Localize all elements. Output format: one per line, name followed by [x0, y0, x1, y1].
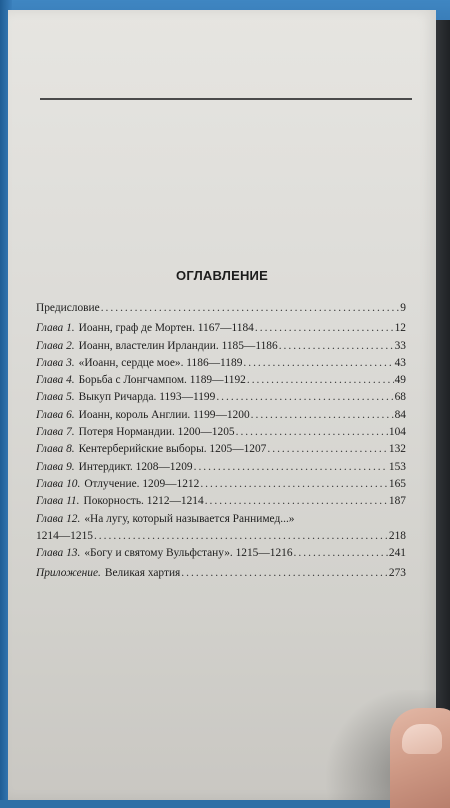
toc-chapter-label: Глава 3. [36, 356, 75, 369]
toc-page-number: 218 [388, 529, 406, 542]
toc-entry-chapter-5 [36, 391, 406, 408]
toc-page-number: 241 [388, 547, 406, 560]
toc-entry-text: Покорность. 1212—1214 [83, 495, 204, 508]
toc-entry-text: Потеря Нормандии. 1200—1205 [78, 426, 235, 439]
toc-entry-chapter-1 [36, 322, 406, 339]
thumbnail-highlight [402, 724, 442, 754]
toc-page-number: 187 [388, 495, 406, 508]
toc-chapter-label: Глава 11. [36, 495, 80, 508]
toc-page-number: 84 [394, 408, 406, 421]
toc-chapter-label: Глава 12. [36, 512, 81, 525]
toc-entry-chapter-12 [36, 513, 406, 530]
toc-page-number: 33 [394, 339, 406, 352]
toc-entry-chapter-11 [36, 495, 406, 512]
toc-chapter-label: Глава 9. [36, 460, 75, 473]
toc-chapter-label: Глава 4. [36, 374, 75, 387]
toc-entry-chapter-12-continued [36, 530, 406, 547]
toc-entry-text: «На лугу, который называется Раннимед...» [84, 512, 295, 525]
toc-entry-chapter-10 [36, 478, 406, 495]
toc-page-number: 12 [394, 322, 406, 335]
toc-page-number: 273 [388, 567, 406, 580]
toc-entry-chapter-13 [36, 547, 406, 564]
toc-page-number: 49 [394, 374, 406, 387]
toc-leader-dots [247, 374, 394, 386]
toc-entry-text: «Иоанн, сердце мое». 1186—1189 [78, 356, 243, 369]
toc-leader-dots [267, 443, 388, 455]
toc-entry-text: Выкуп Ричарда. 1193—1199 [78, 391, 216, 404]
toc-entry-text: Предисловие [36, 302, 100, 314]
toc-page-number: 104 [388, 426, 406, 439]
toc-entry-chapter-3 [36, 357, 406, 374]
toc-appendix-label: Приложение. [36, 567, 101, 580]
toc-entry-text: «Богу и святому Вульфстану». 1215—1216 [84, 547, 293, 560]
toc-entry-text: Борьба с Лонгчампом. 1189—1192 [78, 374, 246, 387]
toc-leader-dots [205, 495, 388, 507]
toc-page-number: 165 [388, 477, 406, 490]
toc-leader-dots [181, 567, 388, 579]
toc-leader-dots [294, 547, 388, 559]
toc-leader-dots [251, 409, 394, 421]
toc-entry-text: Интердикт. 1208—1209 [78, 460, 193, 473]
toc-entry-text: Иоанн, граф де Мортен. 1167—1184 [78, 322, 254, 335]
toc-entry-text: Кентерберийские выборы. 1205—1207 [78, 443, 267, 456]
page-title: ОГЛАВЛЕНИЕ [176, 268, 268, 283]
toc-chapter-label: Глава 2. [36, 339, 75, 352]
toc-entry-chapter-7 [36, 426, 406, 443]
toc-leader-dots [279, 340, 394, 352]
toc-leader-dots [236, 426, 388, 438]
toc-chapter-label: Глава 10. [36, 477, 81, 490]
toc-page-number: 132 [388, 443, 406, 456]
toc-leader-dots [200, 478, 388, 490]
toc-leader-dots [194, 461, 388, 473]
toc-leader-dots [243, 357, 393, 369]
thumb [390, 708, 450, 808]
toc-entry-chapter-2 [36, 340, 406, 357]
toc-page-number: 9 [400, 302, 406, 314]
toc-leader-dots [94, 530, 388, 542]
toc-page-number: 153 [388, 460, 406, 473]
toc-entry-text: Великая хартия [104, 567, 181, 580]
toc-entry-text: Иоанн, король Англии. 1199—1200 [78, 408, 250, 421]
toc-chapter-label: Глава 5. [36, 391, 75, 404]
toc-entry-preface [36, 302, 406, 319]
header-rule [40, 98, 412, 100]
table-of-contents [36, 302, 406, 585]
toc-entry-chapter-8 [36, 443, 406, 460]
toc-page-number: 43 [394, 356, 406, 369]
toc-entry-chapter-6 [36, 409, 406, 426]
toc-chapter-label: Глава 6. [36, 408, 75, 421]
toc-chapter-label: Глава 8. [36, 443, 75, 456]
toc-leader-dots [216, 391, 393, 403]
toc-chapter-label: Глава 13. [36, 547, 81, 560]
toc-page-number: 68 [394, 391, 406, 404]
toc-entry-chapter-4 [36, 374, 406, 391]
toc-chapter-label: Глава 1. [36, 322, 75, 335]
toc-entry-text: Отлучение. 1209—1212 [84, 477, 200, 490]
toc-entry-chapter-9 [36, 461, 406, 478]
toc-entry-text: 1214—1215 [36, 529, 93, 542]
toc-entry-text: Иоанн, властелин Ирландии. 1185—1186 [78, 339, 278, 352]
book-page [8, 10, 436, 800]
toc-leader-dots [101, 302, 400, 314]
toc-entry-appendix [36, 567, 406, 584]
toc-leader-dots [255, 322, 394, 334]
toc-chapter-label: Глава 7. [36, 426, 75, 439]
